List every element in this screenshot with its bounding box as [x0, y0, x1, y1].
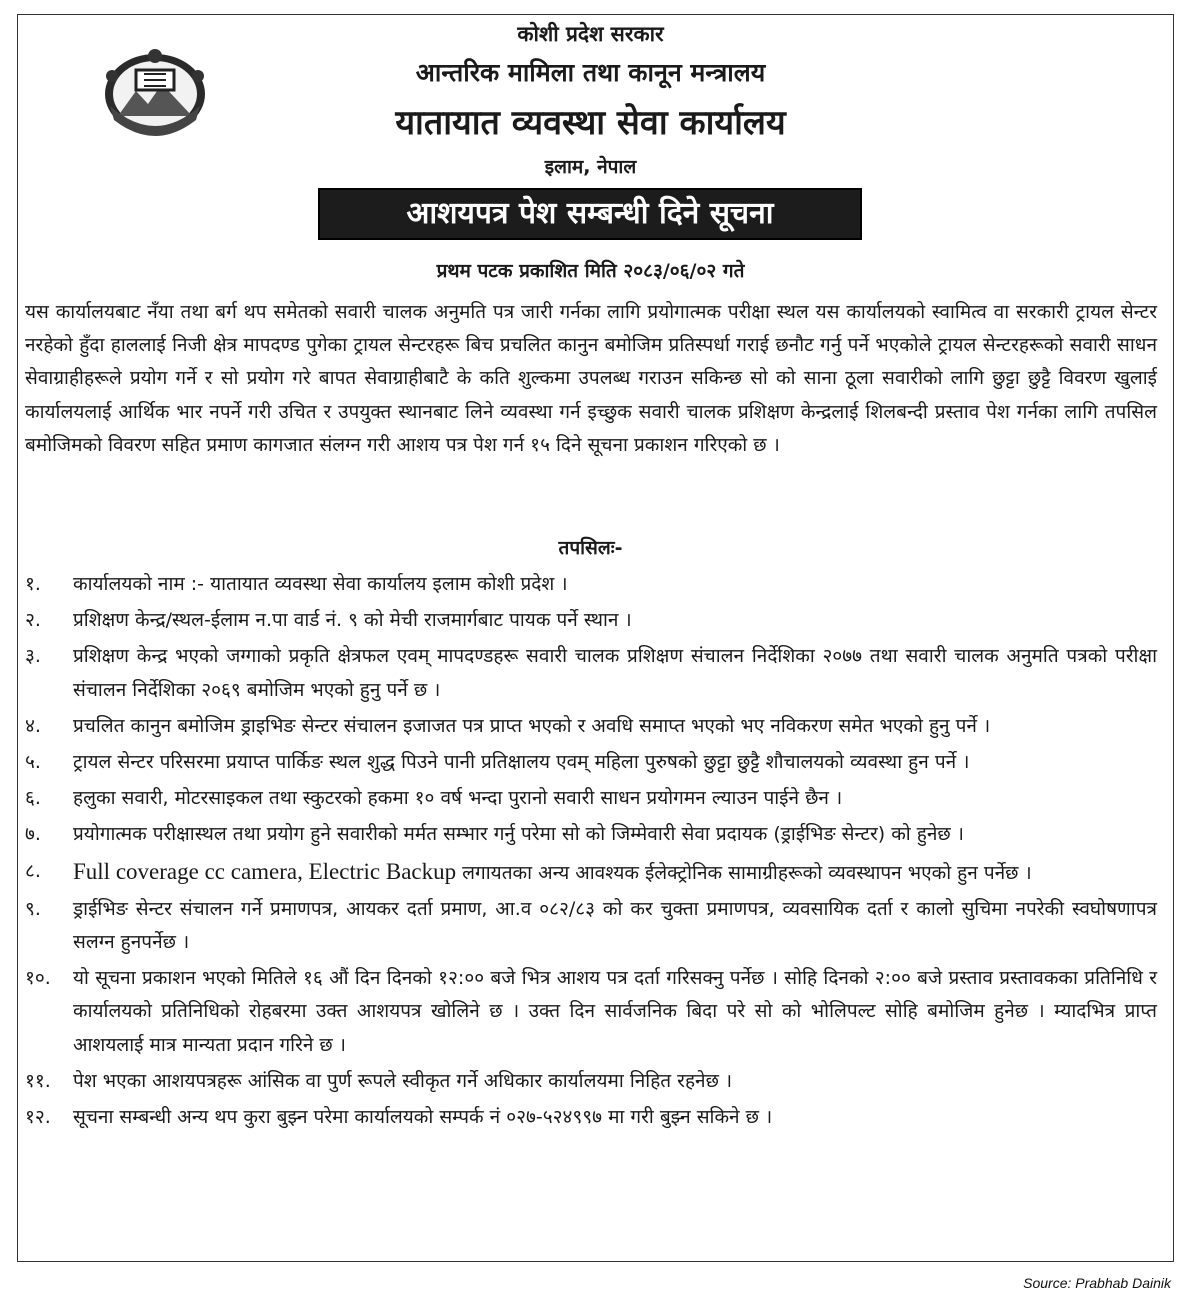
- office-name: यातायात व्यवस्था सेवा कार्यालय: [395, 103, 786, 143]
- list-item: [25, 568, 1157, 601]
- item-text: हलुका सवारी, मोटरसाइकल तथा स्कुटरको हकमा १० वर्ष भन्दा पुरानो सवारी साधन प्रयोगमन ल्याउन पाईने छैन ।: [73, 787, 843, 810]
- item-number: ९.: [25, 897, 41, 920]
- item-number: १०.: [25, 967, 51, 990]
- list-item: [25, 710, 1157, 743]
- list-item: [25, 855, 1157, 890]
- list-item: [25, 818, 1157, 851]
- source-credit: Source: Prabhab Dainik: [1023, 1275, 1171, 1291]
- list-item: [25, 1065, 1157, 1098]
- item-number: ३.: [25, 645, 41, 668]
- details-list: [25, 568, 1157, 1137]
- item-text: प्रशिक्षण केन्द्र भएको जग्गाको प्रकृति क्षेत्रफल एवम् मापदण्डहरू सवारी चालक प्रशिक्षण संचालन निर्देशिका २०७७ तथा सवारी चालक अनुमति पत्रको परीक्षा संचालन निर्देशिका २०६९ बमोजिम भएको हुनु पर्ने छ ।: [73, 645, 1157, 701]
- item-text: प्रचलित कानुन बमोजिम ड्राइभिङ सेन्टर संचालन इजाजत पत्र प्राप्त भएको र अवधि समाप्त भएको भए नविकरण समेत भएको हुनु पर्ने ।: [73, 714, 991, 737]
- item-text: पेश भएका आशयपत्रहरू आंसिक वा पुर्ण रूपले स्वीकृत गर्ने अधिकार कार्यालयमा निहित रहनेछ ।: [73, 1069, 733, 1092]
- item-number: १२.: [25, 1106, 51, 1129]
- list-item: [25, 1101, 1157, 1134]
- item-number: १.: [25, 573, 41, 595]
- list-item: [25, 604, 1157, 637]
- list-item: [25, 746, 1157, 779]
- details-heading: तपसिलः-: [558, 537, 623, 559]
- item-number: ६.: [25, 787, 41, 810]
- item-text: कार्यालयको नाम :- यातायात व्यवस्था सेवा कार्यालय इलाम कोशी प्रदेश ।: [73, 573, 568, 595]
- list-item: [25, 640, 1157, 706]
- notice-title-banner: आशयपत्र पेश सम्बन्धी दिने सूचना: [318, 188, 862, 240]
- item-text-wrapper: [73, 855, 1157, 890]
- item-text: ड्राईभिङ सेन्टर संचालन गर्ने प्रमाणपत्र, आयकर दर्ता प्रमाण, आ.व ०८२/८३ को कर चुक्ता प्रमाणपत्र, व्यवसायिक दर्ता र कालो सुचिमा नपरेकी स्वघोषणापत्र सलग्न हुनपर्नेछ ।: [73, 897, 1157, 954]
- list-item: [25, 782, 1157, 815]
- publish-date: प्रथम पटक प्रकाशित मिति २०८३/०६/०२ गते: [436, 260, 745, 282]
- ministry-name: आन्तरिक मामिला तथा कानून मन्त्रालय: [415, 58, 766, 87]
- item-text: लगायतका अन्य आवश्यक ईलेक्ट्रोनिक सामाग्रीहरूको व्यवस्थापन भएको हुन पर्नेछ ।: [456, 861, 1032, 884]
- item-text: सूचना सम्बन्धी अन्य थप कुरा बुझ्न परेमा कार्यालयको सम्पर्क नं ०२७-५२४९९७ मा गरी बुझ्न सकिने छ ।: [73, 1106, 773, 1129]
- item-text: प्रयोगात्मक परीक्षास्थल तथा प्रयोग हुने सवारीको मर्मत सम्भार गर्नु परेमा सो को जिम्मेवारी सेवा प्रदायक (ड्राईभिङ सेन्टर) को हुनेछ ।: [73, 823, 964, 846]
- intro-paragraph: यस कार्यालयबाट नँया तथा बर्ग थप समेतको सवारी चालक अनुमति पत्र जारी गर्नका लागि प्रयोगात्मक परीक्षा स्थल यस कार्यालयको स्वामित्व वा सरकारी ट्रायल सेन्टर नरहेको हुँदा हाललाई निजी क्षेत्र मापदण्ड पुगेका ट्रायल सेन्टरहरू बिच प्रचलित कानुन बमोजिम प्रतिस्पर्धा गराई छनौट गर्नु पर्ने भएकोले ट्रायल सेन्टरहरूको सवारी साधन सेवाग्राहीहरूले प्रयोग गर्ने र सो प्रयोग गरे बापत सेवाग्राहीबाटै के कति शुल्कमा उपलब्ध गराउन सकिन्छ सो को साना ठूला सवारीको लागि छुट्टा छुट्टै विवरण खुलाई कार्यालयलाई आर्थिक भार नपर्ने गरी उचित र उपयुक्त स्थानबाट लिने व्यवस्था गर्न इच्छुक सवारी चालक प्रशिक्षण केन्द्रलाई शिलबन्दी प्रस्ताव पेश गर्नका लागि तपसिल बमोजिमको विवरण सहित प्रमाण कागजात संलग्न गरी आशय पत्र पेश गर्न १५ दिने सूचना प्रकाशन गरिएको छ ।: [25, 301, 1157, 456]
- item-text: ट्रायल सेन्टर परिसरमा प्रयाप्त पार्किङ स्थल शुद्ध पिउने पानी प्रतिक्षालय एवम् महिला पुरुषको छुट्टा छुट्टै शौचालयको व्यवस्था हुन पर्ने ।: [73, 751, 970, 774]
- office-location: इलाम, नेपाल: [544, 156, 637, 178]
- item-number: ११.: [25, 1069, 51, 1092]
- list-item: [25, 962, 1157, 1062]
- list-item: [25, 893, 1157, 959]
- item-number: ४.: [25, 714, 41, 737]
- item-text: प्रशिक्षण केन्द्र/स्थल-ईलाम न.पा वार्ड नं. ९ को मेची राजमार्गबाट पायक पर्ने स्थान ।: [73, 609, 632, 632]
- item-number: ७.: [25, 823, 41, 846]
- item-number: ८.: [25, 859, 41, 882]
- item-text-english: Full coverage cc camera, Electric Backup: [73, 858, 457, 884]
- item-number: ५.: [25, 751, 41, 774]
- province-name: कोशी प्रदेश सरकार: [517, 22, 664, 46]
- item-text: यो सूचना प्रकाशन भएको मितिले १६ औं दिन दिनको १२:०० बजे भित्र आशय पत्र दर्ता गरिसक्नु पर्नेछ । सोहि दिनको २:०० बजे प्रस्ताव प्रस्तावकका प्रतिनिधि र कार्यालयको प्रतिनिधिको रोहबरमा उक्त आशयपत्र खोलिने छ । उक्त दिन सार्वजनिक बिदा परे सो को भोलिपल्ट सोहि बमोजिम हुनेछ । म्यादभित्र प्राप्त आशयलाई मात्र मान्यता प्रदान गरिने छ ।: [73, 967, 1157, 1056]
- item-number: २.: [25, 609, 41, 632]
